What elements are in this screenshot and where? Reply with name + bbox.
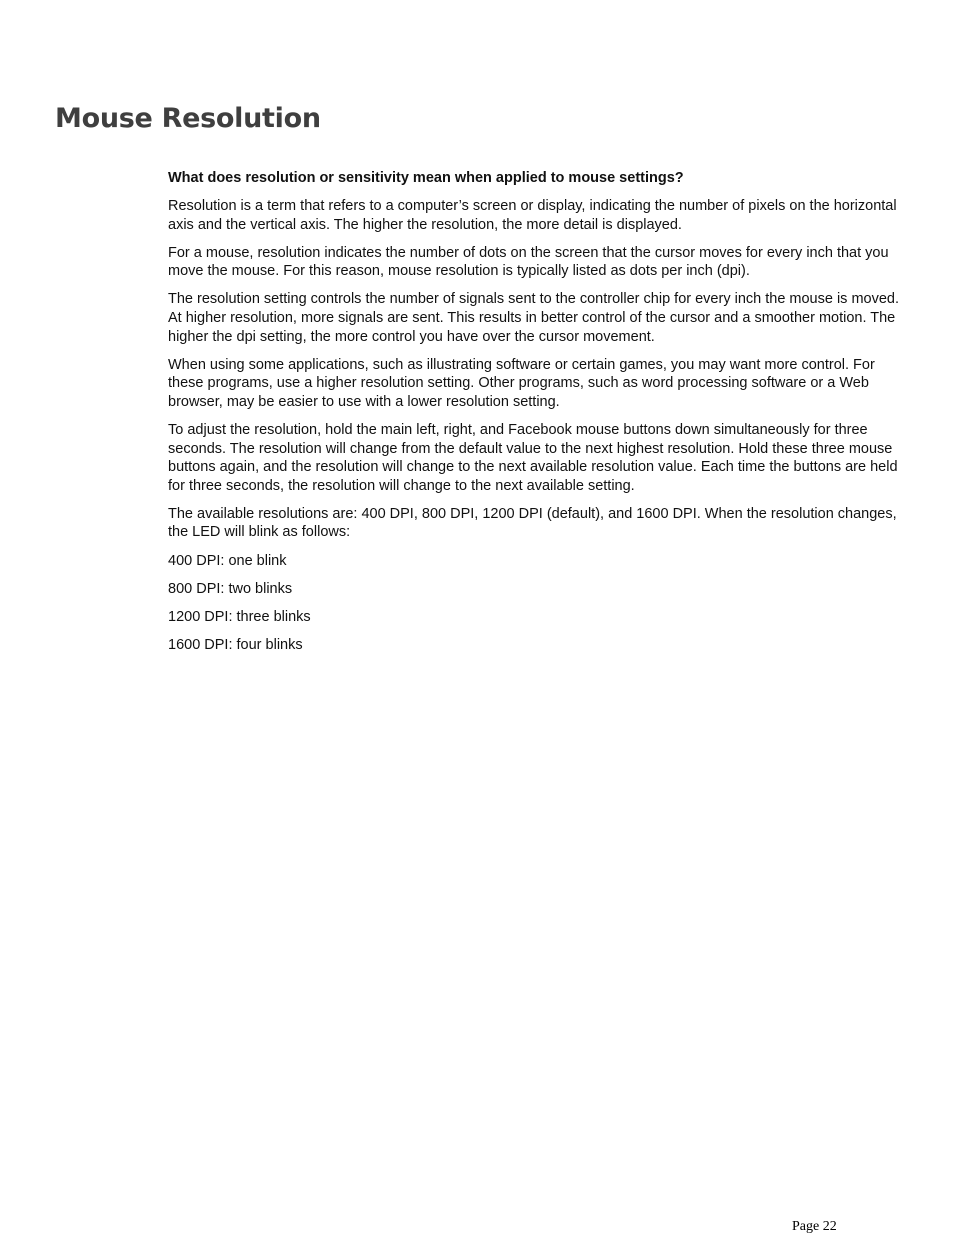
paragraph-resolution-definition: Resolution is a term that refers to a computer’s screen or display, indicating the number of pixels on the horizontal axis and the vertical axis. The higher the resolution, the more detail is displayed.	[168, 198, 897, 233]
dpi-blink-item: 400 DPI: one blink	[168, 552, 287, 569]
paragraph-adjust-resolution: To adjust the resolution, hold the main left, right, and Facebook mouse buttons down simultaneously for three seconds. The resolution will change from the default value to the next highest resolution. Hold these three mouse buttons again, and the resolution will change to the next available resolution value. Each time the buttons are held for three seconds, the resolution will change to the next available setting.	[168, 421, 898, 494]
paragraph-available-resolutions: The available resolutions are: 400 DPI, 800 DPI, 1200 DPI (default), and 1600 DPI. When the resolution changes, the LED will blink as follows:	[168, 505, 897, 541]
section-question-heading: What does resolution or sensitivity mean when applied to mouse settings?	[168, 170, 684, 186]
dpi-blink-item: 1200 DPI: three blinks	[168, 608, 311, 625]
main-content	[168, 168, 904, 664]
dpi-blink-item: 800 DPI: two blinks	[168, 580, 293, 597]
dpi-blink-item: 1600 DPI: four blinks	[168, 636, 303, 653]
page-number: Page 22	[792, 1219, 837, 1234]
dpi-blink-list	[168, 552, 904, 655]
page-title: Mouse Resolution	[55, 103, 321, 134]
paragraph-mouse-resolution: For a mouse, resolution indicates the number of dots on the screen that the cursor moves for every inch that you move the mouse. For this reason, mouse resolution is typically listed as dots per inch (dpi).	[168, 244, 889, 280]
paragraph-applications: When using some applications, such as illustrating software or certain games, you may want more control. For these programs, use a higher resolution setting. Other programs, such as word processing software or a Web browser, may be easier to use with a lower resolution setting.	[168, 356, 875, 410]
paragraph-resolution-setting: The resolution setting controls the number of signals sent to the controller chip for every inch the mouse is moved. At higher resolution, more signals are sent. This results in better control of the cursor and a smoother motion. The higher the dpi setting, the more control you have over the cursor movement.	[168, 291, 900, 345]
